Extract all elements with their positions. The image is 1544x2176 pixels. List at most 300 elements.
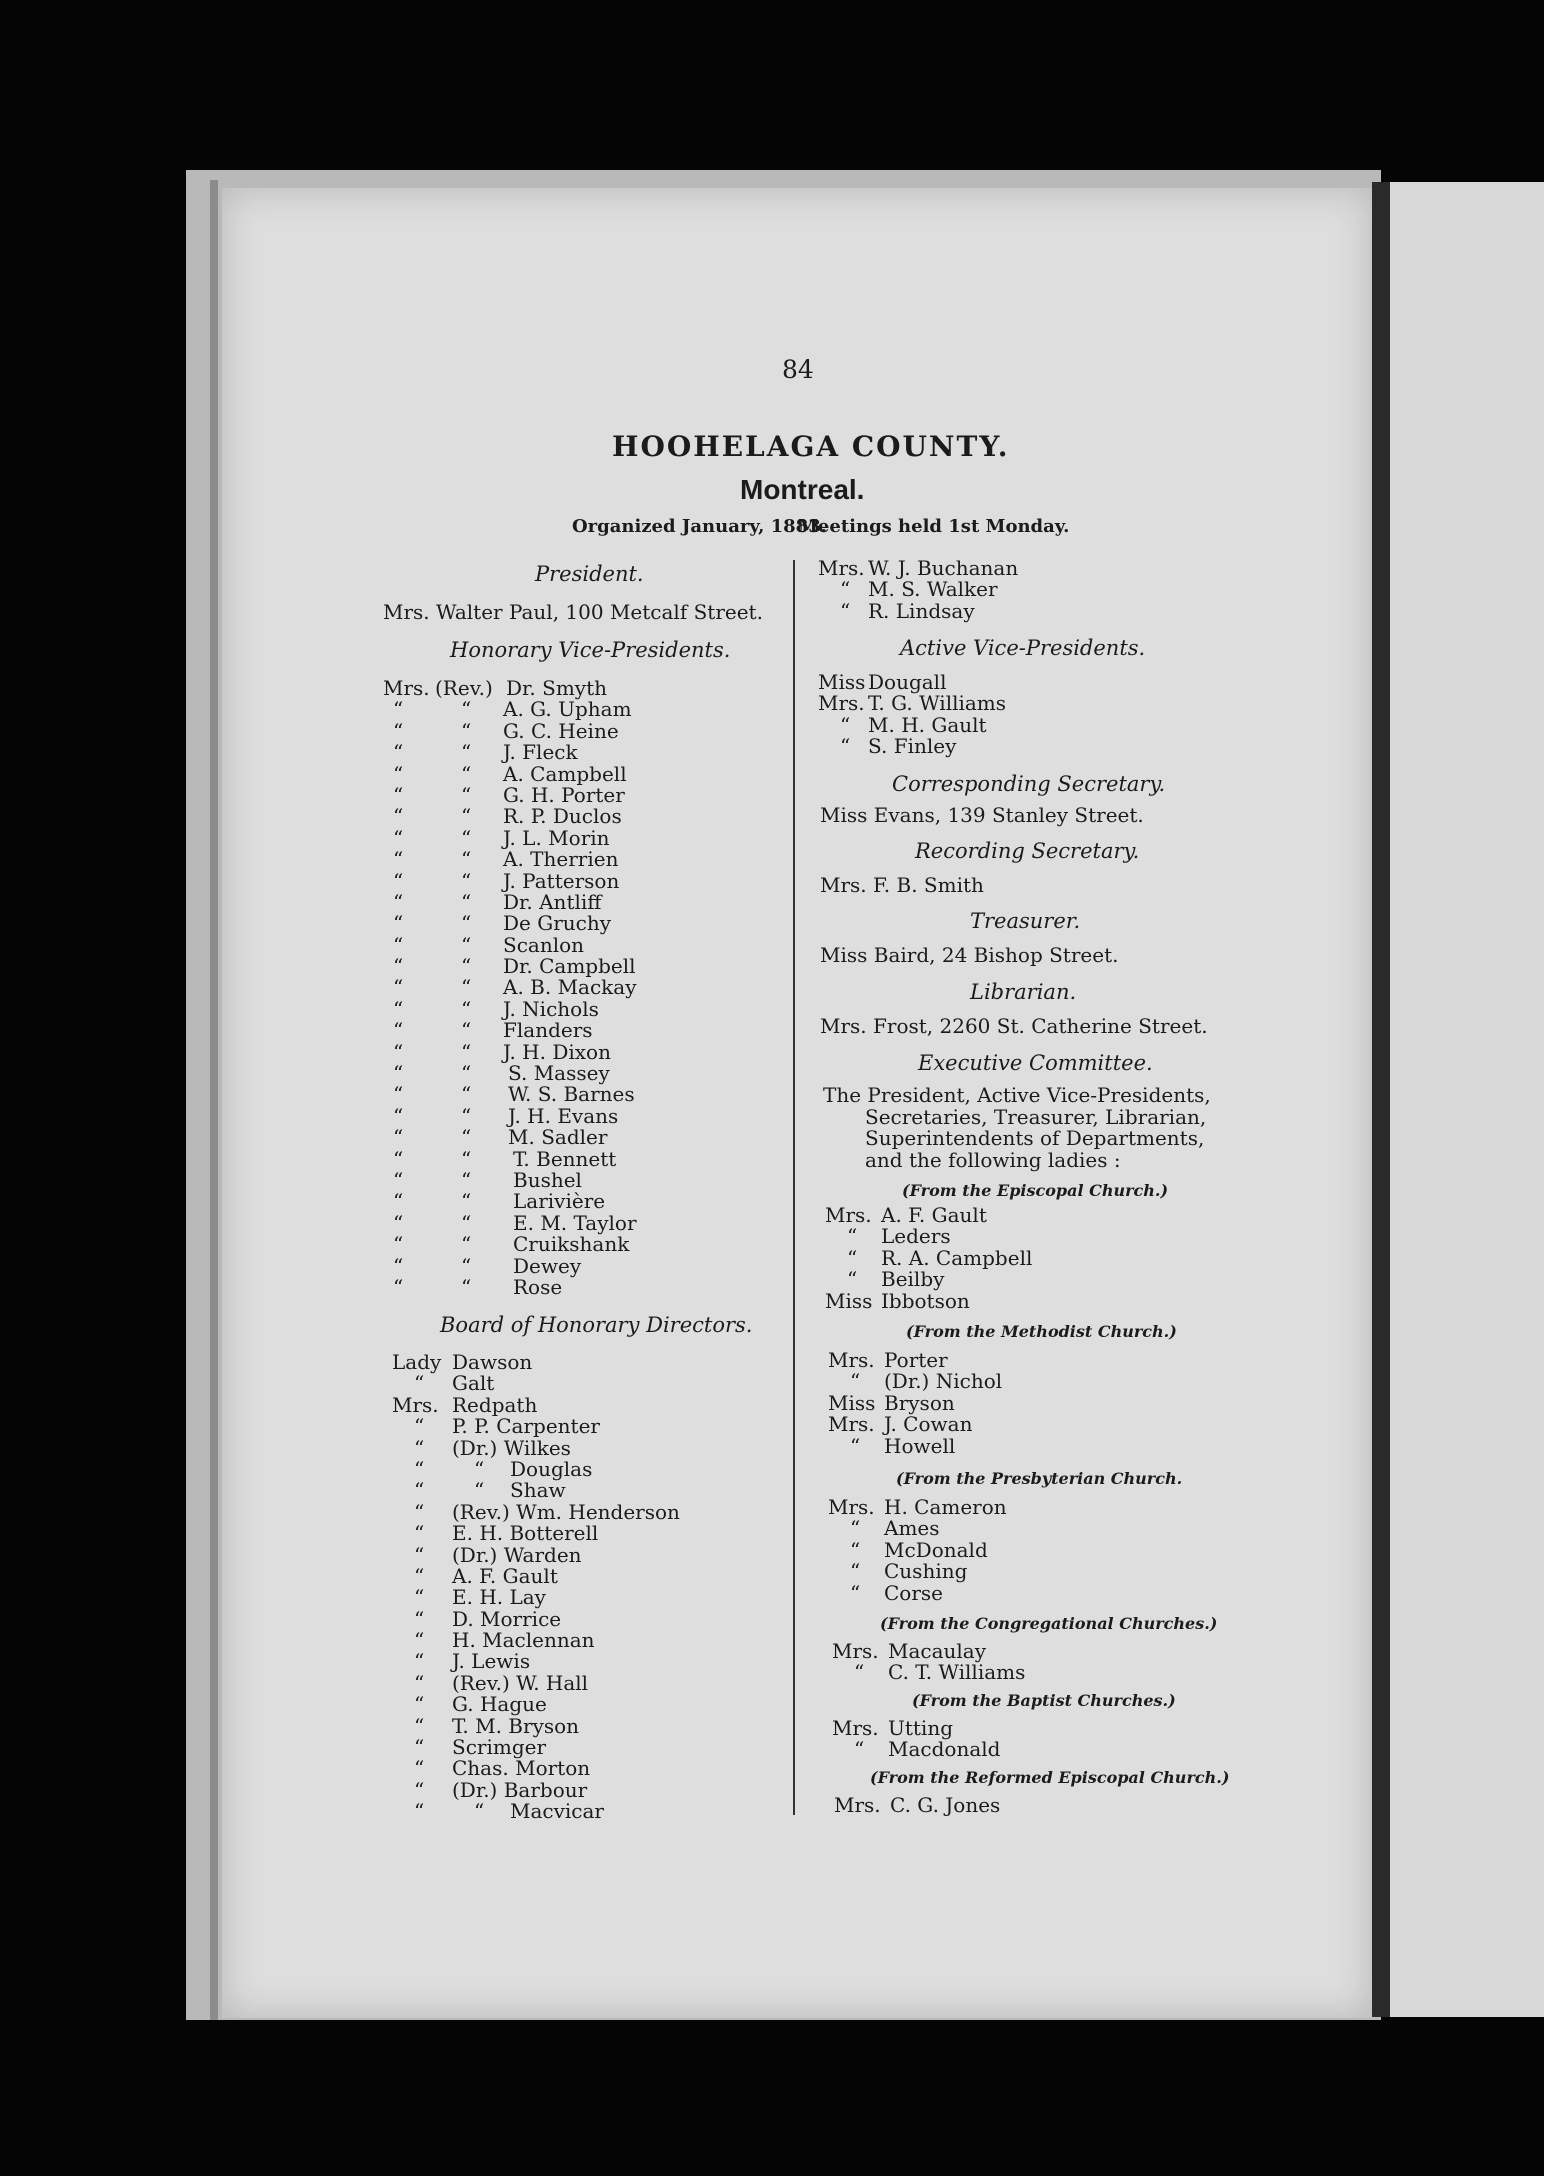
entry-title: “ <box>414 1713 425 1738</box>
honorary-vp-row <box>383 761 783 786</box>
entry-name: (Dr.) Wilkes <box>452 1435 571 1460</box>
entry-name: R. Lindsay <box>868 598 975 623</box>
entry-name: D. Morrice <box>452 1606 562 1631</box>
ditto-mark: “ <box>474 1456 485 1481</box>
honorary-vp-row <box>383 996 783 1021</box>
committee-row <box>825 1245 1225 1270</box>
entry-title: “ <box>414 1799 425 1824</box>
entry-title: “ <box>414 1435 425 1460</box>
entry-name: Howell <box>884 1433 956 1458</box>
ditto-mark: “ <box>393 697 404 722</box>
episcopal-heading: (From the Episcopal Church.) <box>902 1181 1169 1200</box>
honorary-vp-name: J. Patterson <box>503 868 620 893</box>
committee-row <box>825 1205 1225 1226</box>
honorary-vp-name: A. Therrien <box>503 847 619 872</box>
honorary-vp-first-row <box>383 678 783 699</box>
board-heading: Board of Honorary Directors. <box>440 1313 753 1337</box>
entry-title: “ <box>854 1737 865 1762</box>
ditto-mark: “ <box>461 975 472 1000</box>
ditto-mark: “ <box>393 996 404 1021</box>
recording-secretary-heading: Recording Secretary. <box>915 839 1140 863</box>
honorary-vp-rows <box>383 699 783 1298</box>
honorary-vp-name: E. M. Taylor <box>513 1210 637 1235</box>
entry-name: R. A. Campbell <box>881 1245 1033 1270</box>
page-gutter <box>1372 182 1390 2017</box>
county-title: HOOHELAGA COUNTY. <box>612 430 1010 463</box>
ditto-mark: “ <box>461 1039 472 1064</box>
entry-title: Miss <box>825 1288 873 1313</box>
honorary-vp-row <box>383 977 783 998</box>
entry-name: C. G. Jones <box>890 1793 1001 1817</box>
honorary-vp-name: Flanders <box>503 1018 593 1043</box>
meeting-schedule: Meetings held 1st Monday. <box>798 516 1070 537</box>
entry-title: “ <box>847 1224 858 1249</box>
committee-row <box>828 1497 1228 1518</box>
committee-row <box>828 1371 1228 1392</box>
honorary-vp-row <box>383 825 783 850</box>
entry-title: Lady <box>392 1350 442 1374</box>
entry-name: Porter <box>884 1348 948 1372</box>
reformed-heading: (From the Reformed Episcopal Church.) <box>870 1768 1230 1787</box>
entry-title: “ <box>840 577 851 602</box>
ditto-mark: “ <box>393 825 404 850</box>
entry-title: “ <box>414 1499 425 1524</box>
ditto-mark: “ <box>393 1232 404 1257</box>
exec-line-4: and the following ladies : <box>865 1147 1121 1172</box>
ditto-mark: “ <box>393 1253 404 1278</box>
honorary-vp-row <box>383 782 783 807</box>
honorary-vp-name: Dewey <box>513 1253 582 1278</box>
ditto-mark: “ <box>393 804 404 829</box>
corresponding-secretary-heading: Corresponding Secretary. <box>892 772 1166 796</box>
ditto-mark: “ <box>461 1253 472 1278</box>
entry-name: E. H. Lay <box>452 1585 546 1610</box>
entry-title: “ <box>414 1756 425 1781</box>
entry-title: Mrs. <box>828 1412 875 1437</box>
entry-title: “ <box>414 1777 425 1802</box>
entry-name: Ibbotson <box>881 1288 970 1313</box>
honorary-vp-row <box>383 1039 783 1064</box>
honorary-vp-row <box>383 849 783 870</box>
ditto-mark: “ <box>393 761 404 786</box>
ditto-mark: “ <box>461 825 472 850</box>
treasurer-entry: Miss Baird, 24 Bishop Street. <box>820 943 1119 967</box>
ditto-mark: “ <box>461 804 472 829</box>
ditto-mark: “ <box>393 1103 404 1128</box>
presbyterian-list <box>828 1497 1228 1604</box>
entry-title: Mrs. <box>828 1348 875 1372</box>
entry-title: “ <box>840 712 851 737</box>
entry-name: T. G. Williams <box>868 691 1007 716</box>
board-row <box>392 1480 792 1501</box>
column-divider <box>793 560 795 1815</box>
entry-name: Douglas <box>510 1456 593 1481</box>
honorary-vp-row <box>383 742 783 763</box>
ditto-mark: “ <box>461 1146 472 1171</box>
president-entry: Mrs. Walter Paul, 100 Metcalf Street. <box>383 600 763 624</box>
ditto-mark: “ <box>474 1478 485 1503</box>
entry-title: “ <box>854 1660 865 1685</box>
congregational-heading: (From the Congregational Churches.) <box>880 1614 1218 1633</box>
recording-secretary-entry: Mrs. F. B. Smith <box>820 873 984 897</box>
ditto-mark: “ <box>461 1274 472 1299</box>
committee-row <box>828 1580 1228 1605</box>
board-row <box>392 1670 792 1695</box>
ditto-mark: “ <box>393 740 404 765</box>
entry-name: McDonald <box>884 1537 988 1562</box>
honorary-vp-name: Bushel <box>513 1167 582 1192</box>
honorary-vp-name: M. Sadler <box>508 1125 608 1150</box>
honorary-vp-row <box>383 1063 783 1084</box>
board-row <box>392 1373 792 1394</box>
entry-name: (Dr.) Warden <box>452 1542 582 1567</box>
entry-title: Miss <box>818 670 866 694</box>
committee-row <box>828 1390 1228 1415</box>
entry-name: M. S. Walker <box>868 577 998 602</box>
board-row <box>392 1777 792 1802</box>
entry-title: “ <box>414 1414 425 1439</box>
committee-row <box>832 1641 1232 1662</box>
exec-line-2: Secretaries, Treasurer, Librarian, <box>865 1104 1207 1129</box>
methodist-heading: (From the Methodist Church.) <box>906 1322 1177 1341</box>
entry-name: G. Hague <box>452 1692 547 1717</box>
ditto-mark: “ <box>461 782 472 807</box>
episcopal-list <box>825 1205 1225 1312</box>
board-row <box>392 1542 792 1567</box>
honorary-vp-row <box>383 1084 783 1105</box>
honorary-vp-name: De Gruchy <box>503 911 612 936</box>
honorary-vp-row <box>383 1146 783 1171</box>
entry-name: C. T. Williams <box>888 1660 1026 1685</box>
entry-title: “ <box>847 1267 858 1292</box>
baptist-heading: (From the Baptist Churches.) <box>912 1691 1176 1710</box>
ditto-mark: “ <box>461 1232 472 1257</box>
entry-name: Cushing <box>884 1559 968 1584</box>
entry-name: (Rev.) Wm. Henderson <box>452 1499 680 1524</box>
entry-title: “ <box>414 1670 425 1695</box>
page-number: 84 <box>782 355 814 384</box>
committee-row <box>828 1518 1228 1539</box>
ditto-mark: “ <box>393 1125 404 1150</box>
honorary-vp-row <box>383 913 783 934</box>
committee-row <box>828 1561 1228 1582</box>
ditto-mark: “ <box>461 847 472 872</box>
entry-title: Miss <box>828 1390 876 1415</box>
entry-name: A. F. Gault <box>881 1203 987 1227</box>
president-heading: President. <box>535 562 644 586</box>
honorary-vp-name: J. L. Morin <box>503 825 610 850</box>
entry-name: P. P. Carpenter <box>452 1414 600 1439</box>
ditto-mark: “ <box>393 1210 404 1235</box>
organized-date: Organized January, 1883. <box>572 516 827 537</box>
entry-name: Scrimger <box>452 1735 547 1760</box>
board-list <box>392 1352 792 1823</box>
entry-title: “ <box>850 1516 861 1541</box>
board-row <box>392 1499 792 1524</box>
exec-line-1: The President, Active Vice-Presidents, <box>823 1083 1211 1107</box>
entry-name: Utting <box>888 1716 954 1740</box>
honorary-vp-row <box>383 718 783 743</box>
honorary-vp-row <box>383 868 783 893</box>
right-top-list <box>818 558 1218 622</box>
active-vp-row <box>818 712 1218 737</box>
entry-name: Ames <box>884 1516 940 1541</box>
entry-title: “ <box>414 1628 425 1653</box>
honorary-vp-name: T. Bennett <box>513 1146 617 1171</box>
entry-name: W. J. Buchanan <box>868 556 1019 580</box>
board-row <box>392 1563 792 1588</box>
honorary-vp-row <box>383 1103 783 1128</box>
officer-row <box>818 558 1218 579</box>
honorary-vp-row <box>383 1191 783 1212</box>
entry-title: Mrs. <box>828 1495 875 1519</box>
executive-committee-text <box>823 1085 1211 1171</box>
entry-title: “ <box>850 1559 861 1584</box>
honorary-vp-name: Dr. Campbell <box>503 954 636 979</box>
entry-title: “ <box>847 1245 858 1270</box>
honorary-vp-name: W. S. Barnes <box>508 1082 635 1107</box>
entry-title: “ <box>850 1537 861 1562</box>
entry-name: Macdonald <box>888 1737 1001 1762</box>
ditto-mark: “ <box>393 1167 404 1192</box>
board-row <box>392 1694 792 1715</box>
honorary-vp-name: A. B. Mackay <box>503 975 637 1000</box>
executive-committee-heading: Executive Committee. <box>918 1051 1153 1075</box>
ditto-mark: “ <box>393 847 404 872</box>
honorary-vp-row <box>383 1020 783 1041</box>
honorary-vp-name: Larivière <box>513 1189 606 1214</box>
honorary-vp-name: Cruikshank <box>513 1232 630 1257</box>
baptist-list <box>832 1718 1232 1761</box>
honorary-vp-row <box>383 956 783 977</box>
entry-title: “ <box>850 1580 861 1605</box>
ditto-mark: “ <box>461 1103 472 1128</box>
page-edge <box>210 180 218 2020</box>
committee-row <box>834 1795 1234 1816</box>
honorary-vp-row <box>383 932 783 957</box>
congregational-list <box>832 1641 1232 1684</box>
ditto-mark: “ <box>393 718 404 743</box>
ditto-mark: “ <box>461 868 472 893</box>
ditto-mark: “ <box>393 954 404 979</box>
honorary-vp-name: J. H. Dixon <box>503 1039 611 1064</box>
board-row <box>392 1606 792 1631</box>
board-row <box>392 1630 792 1651</box>
entry-title: “ <box>840 734 851 759</box>
entry-name: Beilby <box>881 1267 945 1292</box>
entry-name: J. Cowan <box>884 1412 973 1437</box>
entry-title: “ <box>414 1692 425 1717</box>
honorary-vp-name: Dr. Antliff <box>503 889 602 914</box>
committee-row <box>832 1662 1232 1683</box>
board-row <box>392 1352 792 1373</box>
ditto-mark: “ <box>393 1039 404 1064</box>
hvp-prefix: (Rev.) <box>435 676 493 700</box>
honorary-vp-name: J. H. Evans <box>508 1103 619 1128</box>
honorary-vp-row <box>383 806 783 827</box>
committee-row <box>825 1269 1225 1290</box>
officer-row <box>818 598 1218 623</box>
honorary-vp-name: J. Nichols <box>503 996 599 1021</box>
entry-name: Macvicar <box>510 1799 604 1824</box>
entry-title: “ <box>414 1371 425 1396</box>
treasurer-heading: Treasurer. <box>970 909 1081 933</box>
hvp-name: Dr. Smyth <box>506 676 607 700</box>
board-row <box>392 1523 792 1544</box>
adjacent-page <box>1390 182 1544 2017</box>
honorary-vp-name: Scanlon <box>503 932 585 957</box>
board-row <box>392 1587 792 1608</box>
honorary-vp-name: S. Massey <box>508 1061 610 1086</box>
honorary-vp-row <box>383 1127 783 1148</box>
city-title: Montreal. <box>740 474 865 505</box>
board-row <box>392 1416 792 1437</box>
ditto-mark: “ <box>393 868 404 893</box>
entry-title: “ <box>414 1478 425 1503</box>
entry-title: “ <box>414 1542 425 1567</box>
presbyterian-heading: (From the Presbyterian Church. <box>896 1469 1183 1488</box>
corresponding-secretary-entry: Miss Evans, 139 Stanley Street. <box>820 803 1144 827</box>
ditto-mark: “ <box>461 718 472 743</box>
board-row <box>392 1435 792 1460</box>
honorary-vp-list <box>383 678 783 1298</box>
entry-name: Dawson <box>452 1350 533 1374</box>
ditto-mark: “ <box>393 782 404 807</box>
entry-title: “ <box>840 598 851 623</box>
honorary-vp-row <box>383 1210 783 1235</box>
entry-title: “ <box>414 1563 425 1588</box>
ditto-mark: “ <box>393 1082 404 1107</box>
board-row <box>392 1392 792 1417</box>
entry-name: Leders <box>881 1224 951 1249</box>
honorary-vp-name: Rose <box>513 1274 563 1299</box>
ditto-mark: “ <box>393 975 404 1000</box>
hvp-title: Mrs. <box>383 676 430 700</box>
entry-name: H. Cameron <box>884 1495 1007 1519</box>
entry-name: T. M. Bryson <box>452 1713 580 1738</box>
committee-row <box>828 1433 1228 1458</box>
entry-name: Macaulay <box>888 1639 987 1663</box>
entry-name: (Dr.) Barbour <box>452 1777 588 1802</box>
board-row <box>392 1456 792 1481</box>
officer-row <box>818 579 1218 600</box>
board-row <box>392 1651 792 1672</box>
ditto-mark: “ <box>393 1189 404 1214</box>
committee-row <box>828 1537 1228 1562</box>
entry-name: (Rev.) W. Hall <box>452 1670 589 1695</box>
honorary-vp-name: A. Campbell <box>503 761 627 786</box>
committee-row <box>832 1739 1232 1760</box>
entry-title: Mrs. <box>825 1203 872 1227</box>
reformed-list <box>834 1795 1234 1816</box>
entry-title: “ <box>850 1433 861 1458</box>
board-row <box>392 1758 792 1779</box>
ditto-mark: “ <box>393 1061 404 1086</box>
entry-title: Mrs. <box>834 1793 881 1817</box>
entry-name: (Dr.) Nichol <box>884 1369 1003 1394</box>
ditto-mark: “ <box>461 1189 472 1214</box>
entry-title: Mrs. <box>392 1392 439 1417</box>
ditto-mark: “ <box>461 761 472 786</box>
active-vp-row <box>818 736 1218 757</box>
honorary-vp-name: G. C. Heine <box>503 718 619 743</box>
entry-title: “ <box>414 1606 425 1631</box>
ditto-mark: “ <box>393 1018 404 1043</box>
active-vp-heading: Active Vice-Presidents. <box>900 636 1146 660</box>
ditto-mark: “ <box>393 889 404 914</box>
board-row <box>392 1713 792 1738</box>
entry-title: “ <box>850 1369 861 1394</box>
entry-name: Chas. Morton <box>452 1756 591 1781</box>
entry-name: Redpath <box>452 1392 538 1417</box>
ditto-mark: “ <box>474 1799 485 1824</box>
honorary-vp-row <box>383 1253 783 1278</box>
committee-row <box>832 1718 1232 1739</box>
active-vp-row <box>818 693 1218 714</box>
committee-row <box>825 1288 1225 1313</box>
entry-name: Bryson <box>884 1390 955 1415</box>
honorary-vp-name: J. Fleck <box>503 740 578 765</box>
active-vp-list <box>818 672 1218 758</box>
ditto-mark: “ <box>461 889 472 914</box>
entry-title: Mrs. <box>832 1639 879 1663</box>
ditto-mark: “ <box>461 996 472 1021</box>
entry-name: E. H. Botterell <box>452 1521 599 1546</box>
active-vp-row <box>818 672 1218 693</box>
ditto-mark: “ <box>461 932 472 957</box>
honorary-vp-row <box>383 889 783 914</box>
entry-title: “ <box>414 1456 425 1481</box>
honorary-vp-name: A. G. Upham <box>503 697 632 722</box>
honorary-vp-name: G. H. Porter <box>503 782 625 807</box>
entry-title: Mrs. <box>818 556 865 580</box>
entry-title: “ <box>414 1521 425 1546</box>
entry-title: Mrs. <box>832 1716 879 1740</box>
ditto-mark: “ <box>461 1167 472 1192</box>
board-row <box>392 1801 792 1822</box>
librarian-heading: Librarian. <box>970 980 1077 1004</box>
entry-title: “ <box>414 1585 425 1610</box>
ditto-mark: “ <box>393 932 404 957</box>
entry-name: M. H. Gault <box>868 712 987 737</box>
ditto-mark: “ <box>461 1061 472 1086</box>
ditto-mark: “ <box>393 1146 404 1171</box>
ditto-mark: “ <box>461 740 472 765</box>
honorary-vp-row <box>383 699 783 720</box>
board-row <box>392 1737 792 1758</box>
entry-name: H. Maclennan <box>452 1628 595 1653</box>
entry-name: J. Lewis <box>452 1649 531 1674</box>
entry-title: “ <box>414 1735 425 1760</box>
honorary-vp-name: R. P. Duclos <box>503 804 622 829</box>
ditto-mark: “ <box>461 1082 472 1107</box>
entry-name: S. Finley <box>868 734 957 759</box>
entry-name: Corse <box>884 1580 944 1605</box>
committee-row <box>828 1414 1228 1435</box>
honorary-vp-row <box>383 1167 783 1192</box>
ditto-mark: “ <box>393 911 404 936</box>
entry-name: Galt <box>452 1371 495 1396</box>
methodist-list <box>828 1350 1228 1457</box>
ditto-mark: “ <box>461 1018 472 1043</box>
librarian-entry: Mrs. Frost, 2260 St. Catherine Street. <box>820 1014 1208 1038</box>
ditto-mark: “ <box>461 911 472 936</box>
ditto-mark: “ <box>461 697 472 722</box>
entry-name: Dougall <box>868 670 947 694</box>
entry-title: Mrs. <box>818 691 865 716</box>
entry-title: “ <box>414 1649 425 1674</box>
ditto-mark: “ <box>461 1125 472 1150</box>
